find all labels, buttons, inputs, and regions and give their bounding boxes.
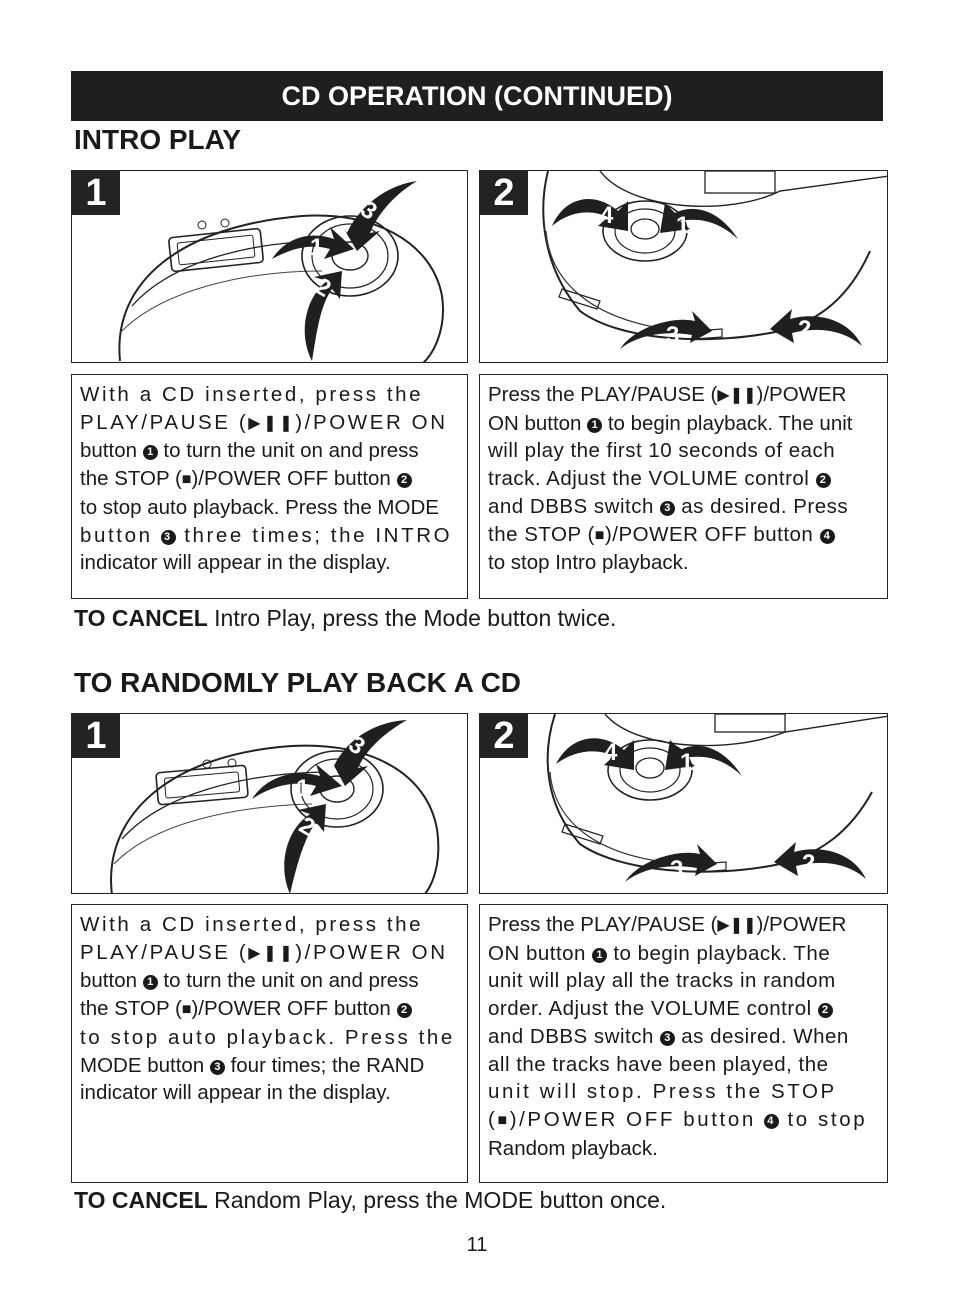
- section-banner: CD OPERATION (CONTINUED): [71, 71, 883, 121]
- circled-number-3: 3: [660, 1031, 675, 1046]
- circled-number-2: 2: [397, 1003, 412, 1018]
- circled-number-1: 1: [587, 418, 602, 433]
- circled-number-2: 2: [818, 1003, 833, 1018]
- circled-number-1: 1: [592, 948, 607, 963]
- instruction-line: order. Adjust the VOLUME control 2: [488, 995, 879, 1023]
- instruction-line: indicator will appear in the display.: [80, 551, 391, 575]
- cancel-note: TO CANCEL Random Play, press the MODE button once.: [74, 1187, 667, 1213]
- instruction-line: MODE button 3 four times; the RAND: [80, 1053, 425, 1077]
- instruction-line: indicator will appear in the display.: [80, 1081, 391, 1105]
- circled-number-3: 3: [161, 530, 176, 545]
- instruction-line: PLAY/PAUSE (▶❚❚)/POWER ON: [80, 939, 459, 968]
- callout-3: 3: [355, 195, 382, 226]
- step-number-badge: 1: [72, 171, 120, 215]
- instruction-line: the STOP (■)/POWER OFF button 2: [80, 465, 459, 494]
- cd-player-side-view-drawing: [480, 171, 888, 363]
- step1-illustration: [71, 170, 468, 363]
- circled-number-4: 4: [764, 1114, 779, 1129]
- callout-2: 2: [294, 811, 320, 842]
- arrow-4-shape: [552, 199, 628, 231]
- instruction-line: unit will play all the tracks in random: [488, 969, 836, 993]
- instruction-line: ON button 1 to begin playback. The unit: [488, 411, 853, 435]
- instruction-line: Press the PLAY/PAUSE (▶❚❚)/POWER: [488, 911, 879, 940]
- stop-icon: ■: [594, 526, 605, 544]
- step2-instructions: [479, 374, 888, 599]
- step-number-badge: 2: [480, 714, 528, 758]
- instruction-line: to stop auto playback. Press the MODE: [80, 495, 439, 519]
- cancel-note: TO CANCEL Intro Play, press the Mode button twice.: [74, 605, 617, 631]
- callout-2: 2: [802, 850, 816, 877]
- callout-2: 2: [798, 316, 812, 343]
- callout-1: 1: [680, 749, 694, 776]
- instruction-line: the STOP (■)/POWER OFF button 2: [80, 995, 459, 1024]
- step-number-badge: 1: [72, 714, 120, 758]
- instruction-line: button 3 three times; the INTRO: [80, 523, 453, 547]
- circled-number-3: 3: [660, 501, 675, 516]
- instruction-line: unit will stop. Press the STOP: [488, 1080, 837, 1104]
- callout-1: 1: [296, 775, 310, 802]
- step2-illustration: [479, 713, 888, 894]
- instruction-line: PLAY/PAUSE (▶❚❚)/POWER ON: [80, 409, 459, 438]
- circled-number-2: 2: [397, 473, 412, 488]
- circled-number-1: 1: [143, 445, 158, 460]
- instruction-line: button 1 to turn the unit on and press: [80, 969, 419, 993]
- arrow-4-shape: [556, 738, 634, 770]
- callout-3: 3: [343, 730, 370, 761]
- step2-instructions: [479, 904, 888, 1183]
- play-pause-icon: ▶❚❚: [248, 944, 296, 962]
- instruction-line: With a CD inserted, press the: [80, 913, 424, 936]
- instruction-line: button 1 to turn the unit on and press: [80, 439, 419, 463]
- instruction-line: Press the PLAY/PAUSE (▶❚❚)/POWER: [488, 381, 879, 410]
- instruction-line: all the tracks have been played, the: [488, 1052, 829, 1076]
- play-pause-icon: ▶❚❚: [717, 387, 757, 404]
- callout-4: 4: [600, 202, 614, 229]
- instruction-line: and DBBS switch 3 as desired. When: [488, 1024, 849, 1048]
- step1-illustration: [71, 713, 468, 894]
- circled-number-2: 2: [816, 473, 831, 488]
- instruction-line: will play the first 10 seconds of each: [488, 439, 836, 463]
- cd-player-top-view-drawing: [72, 714, 468, 894]
- callout-2: 2: [310, 272, 336, 303]
- play-pause-icon: ▶❚❚: [248, 414, 296, 432]
- callout-1: 1: [310, 234, 324, 261]
- step2-illustration: [479, 170, 888, 363]
- section-heading-intro-play: INTRO PLAY: [74, 124, 241, 155]
- cd-player-side-view-drawing: [480, 714, 888, 894]
- play-pause-icon: ▶❚❚: [717, 917, 757, 934]
- instruction-line: (■)/POWER OFF button 4 to stop: [488, 1106, 879, 1135]
- instruction-line: to stop Intro playback.: [488, 551, 689, 575]
- instruction-line: and DBBS switch 3 as desired. Press: [488, 494, 849, 518]
- instruction-line: the STOP (■)/POWER OFF button 4: [488, 521, 879, 550]
- step-number-badge: 2: [480, 171, 528, 215]
- stop-icon: ■: [497, 1111, 510, 1129]
- page-number: 11: [466, 1234, 488, 1256]
- instruction-line: Random playback.: [488, 1136, 658, 1160]
- step1-instructions: [71, 904, 468, 1183]
- instruction-line: With a CD inserted, press the: [80, 383, 424, 406]
- step1-instructions: [71, 374, 468, 599]
- stop-icon: ■: [181, 1001, 192, 1019]
- circled-number-3: 3: [210, 1060, 225, 1075]
- stop-icon: ■: [181, 471, 192, 489]
- callout-1: 1: [676, 212, 690, 239]
- instruction-line: ON button 1 to begin playback. The: [488, 941, 831, 965]
- cd-player-top-view-drawing: [72, 171, 468, 363]
- section-heading-random-play: TO RANDOMLY PLAY BACK A CD: [74, 667, 522, 698]
- callout-3: 3: [666, 322, 680, 349]
- callout-4: 4: [604, 739, 618, 766]
- instruction-line: track. Adjust the VOLUME control 2: [488, 465, 879, 493]
- circled-number-4: 4: [820, 529, 835, 544]
- arrow-2-shape: [770, 309, 862, 346]
- circled-number-1: 1: [143, 975, 158, 990]
- callout-3: 3: [670, 856, 684, 883]
- instruction-line: to stop auto playback. Press the: [80, 1025, 455, 1049]
